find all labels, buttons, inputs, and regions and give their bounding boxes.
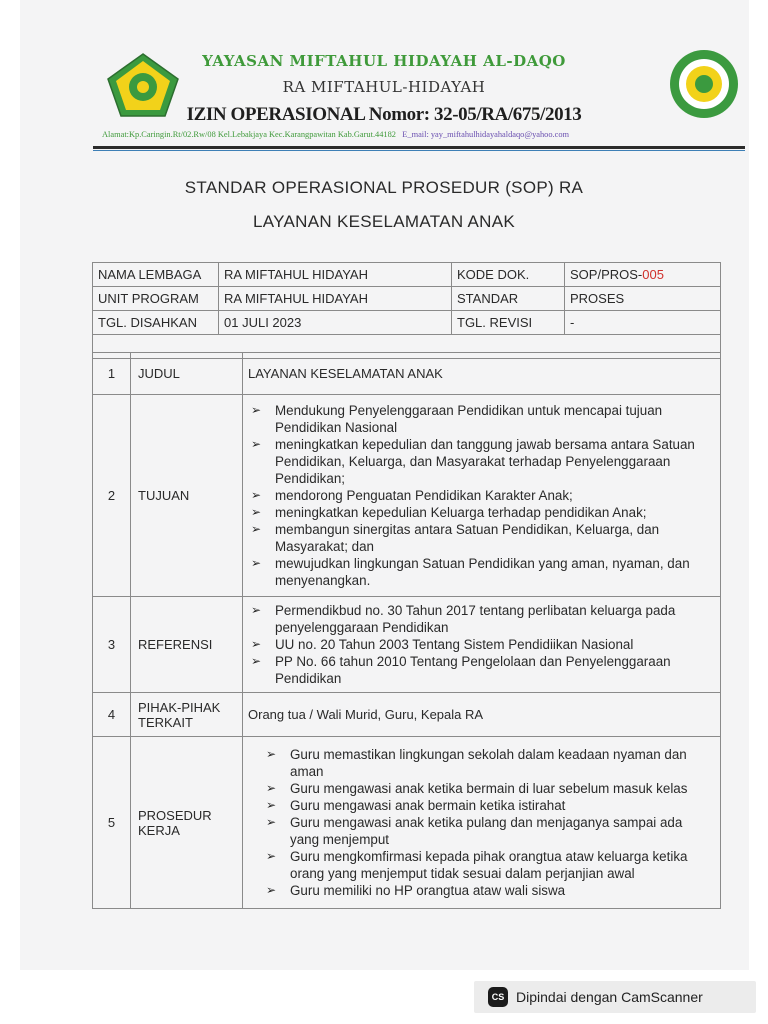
- section-content: [243, 395, 721, 597]
- section-label: PROSEDUR KERJA: [131, 737, 243, 909]
- list-item: ➢ Mendukung Penyelenggaraan Pendidikan untuk mencapai tujuan Pendidikan Nasional: [248, 402, 715, 436]
- foundation-name: YAYASAN MIFTAHUL HIDAYAH AL-DAQO: [202, 52, 566, 70]
- info-cell: 01 JULI 2023: [219, 311, 452, 335]
- section-row: [93, 737, 721, 909]
- list-item: ➢ mendorong Penguatan Pendidikan Karakter Anak;: [248, 487, 715, 504]
- list-item: ➢ meningkatkan kepedulian Keluarga terhadap pendidikan Anak;: [248, 504, 715, 521]
- info-cell: RA MIFTAHUL HIDAYAH: [219, 263, 452, 287]
- section-row: [93, 597, 721, 693]
- doc-code-number: 005: [642, 267, 664, 282]
- document-title: STANDAR OPERASIONAL PROSEDUR (SOP) RA: [184, 178, 584, 197]
- section-number: 1: [93, 353, 131, 395]
- list-item: ➢ Permendikbud no. 30 Tahun 2017 tentang perlibatan keluarga pada penyelenggaraan Pendidikan: [248, 602, 715, 636]
- list-item: ➢ Guru mengawasi anak bermain ketika istirahat: [263, 797, 715, 814]
- list-item: ➢ mewujudkan lingkungan Satuan Pendidikan yang aman, nyaman, dan menyenangkan.: [248, 555, 715, 589]
- camscanner-icon: CS: [488, 987, 508, 1007]
- info-cell: PROSES: [565, 287, 721, 311]
- section-content: [243, 737, 721, 909]
- section-number: 5: [93, 737, 131, 909]
- info-cell: STANDAR: [452, 287, 565, 311]
- info-cell: UNIT PROGRAM: [93, 287, 219, 311]
- bullet-list: [248, 402, 715, 589]
- list-item: ➢ Guru mengkomfirmasi kepada pihak orangtua ataw keluarga ketika orang yang menjemput tidak sesuai dalam perjanjian awal: [263, 848, 715, 882]
- section-number: 2: [93, 395, 131, 597]
- section-number: 4: [93, 693, 131, 737]
- list-item: ➢ meningkatkan kepedulian dan tanggung jawab bersama antara Satuan Pendidikan, Keluarga, dan Masyarakat terhadap Penyelenggaraan Pendidikan;: [248, 436, 715, 487]
- camscanner-watermark: [474, 981, 756, 1013]
- list-item: ➢ UU no. 20 Tahun 2003 Tentang Sistem Pendidiikan Nasional: [248, 636, 715, 653]
- section-label: TUJUAN: [131, 395, 243, 597]
- section-number: 3: [93, 597, 131, 693]
- operational-permit: IZIN OPERASIONAL Nomor: 32-05/RA/675/2013: [186, 104, 582, 125]
- bullet-list: [263, 746, 715, 899]
- section-label: PIHAK-PIHAK TERKAIT: [131, 693, 243, 737]
- header-rule: [93, 146, 745, 149]
- section-row: [93, 353, 721, 395]
- header-rule-thin: [93, 150, 745, 151]
- section-label: REFERENSI: [131, 597, 243, 693]
- list-item: ➢ Guru mengawasi anak ketika bermain di luar sebelum masuk kelas: [263, 780, 715, 797]
- section-content: Orang tua / Wali Murid, Guru, Kepala RA: [243, 693, 721, 737]
- document-subtitle: LAYANAN KESELAMATAN ANAK: [253, 212, 515, 231]
- doc-code-prefix: SOP/PROS-: [570, 267, 643, 282]
- camscanner-label: Dipindai dengan CamScanner: [516, 989, 703, 1005]
- address: Alamat:Kp.Caringin.Rt/02.Rw/08 Kel.Lebakjaya Kec.Karangpawitan Kab.Garut.44182: [102, 130, 396, 139]
- section-row: [93, 693, 721, 737]
- sop-table: [92, 352, 721, 909]
- info-cell: NAMA LEMBAGA: [93, 263, 219, 287]
- info-cell: TGL. DISAHKAN: [93, 311, 219, 335]
- section-label: JUDUL: [131, 353, 243, 395]
- info-cell: KODE DOK.: [452, 263, 565, 287]
- school-name: RA MIFTAHUL-HIDAYAH: [282, 78, 486, 96]
- info-cell: -: [565, 311, 721, 335]
- list-item: ➢ PP No. 66 tahun 2010 Tentang Pengelolaan dan Penyelenggaraan Pendidikan: [248, 653, 715, 687]
- address-line: [102, 130, 702, 139]
- list-item: ➢ Guru memastikan lingkungan sekolah dalam keadaan nyaman dan aman: [263, 746, 715, 780]
- info-cell: [565, 263, 721, 287]
- info-table: [92, 262, 721, 359]
- info-cell: TGL. REVISI: [452, 311, 565, 335]
- section-content: LAYANAN KESELAMATAN ANAK: [243, 353, 721, 395]
- section-content: [243, 597, 721, 693]
- info-row: [93, 287, 721, 311]
- info-row: [93, 311, 721, 335]
- section-row: [93, 395, 721, 597]
- bullet-list: [248, 602, 715, 687]
- list-item: ➢ Guru mengawasi anak ketika pulang dan menjaganya sampai ada yang menjemput: [263, 814, 715, 848]
- info-row: [93, 263, 721, 287]
- list-item: ➢ Guru memiliki no HP orangtua ataw wali siswa: [263, 882, 715, 899]
- list-item: ➢ membangun sinergitas antara Satuan Pendidikan, Keluarga, dan Masyarakat; dan: [248, 521, 715, 555]
- email: E_mail: yay_miftahulhidayahaldaqo@yahoo.com: [402, 130, 570, 139]
- info-cell: RA MIFTAHUL HIDAYAH: [219, 287, 452, 311]
